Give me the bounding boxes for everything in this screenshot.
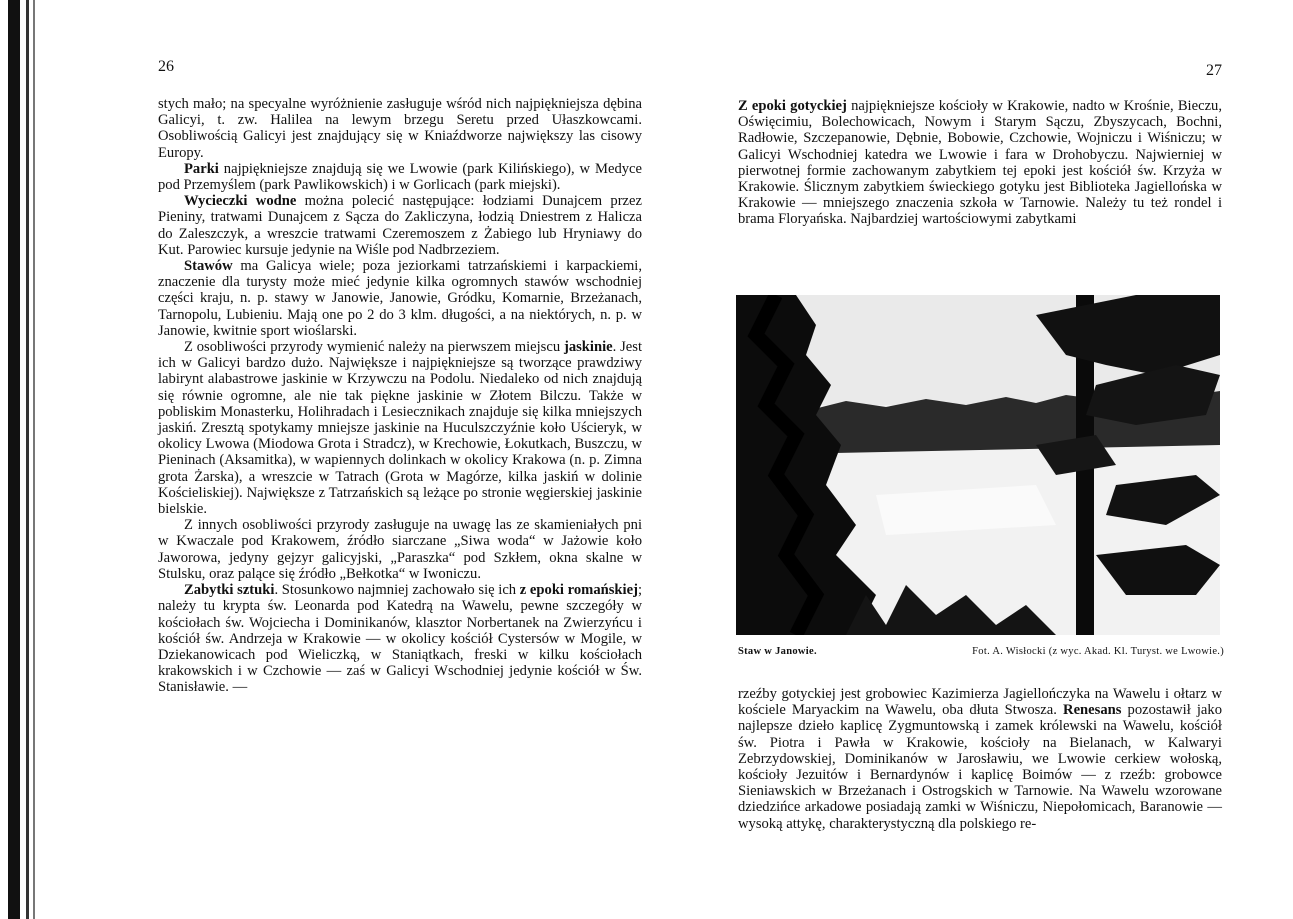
lake-photo-image — [736, 295, 1220, 635]
paragraph: rzeźby gotyckiej jest grobowiec Kazimierza Jagiellończyka na Wawelu i ołtarz w kościele Maryackim na Wawelu, oba dłuta Stwosza. Renesans pozostawił jako najlepsze dzieło kaplicę Zygmuntowską i zamek królewski na Wawelu, kościół św. Piotra i Pawła w Krakowie, kościoły na Bielanach, w Kalwaryi Zebrzydowskiej, Dominikanów w Jarosławiu, we Lwowie cerkiew wołoską, kościoły Jezuitów i Bernardynów i kaplicę Boimów — z rzeźb: grobowce Sieniawskich w Brzeżanach i Ostrogskich w Tarnowie. Na Wawelu wzorowane dziedzińce arkadowe posiadają zamki w Wiśniczu, Niepołomicach, Baranowie — wysoką attykę, charakterystyczną dla polskiego re- — [738, 686, 1222, 832]
spine-line — [26, 0, 29, 919]
bold-term: Z epoki gotyckiej — [738, 98, 847, 114]
paragraph: stych mało; na specyalne wyróżnienie zasługuje wśród nich najpiękniejsza dębina Galicyi, t. zw. Halilea na lewym brzegu Seretu przed Ułaszkowcami. Osobliwością Galicyi jest znajdujący się w Kniaźdworze największy las cisowy Europy. — [158, 96, 642, 161]
spine-edge — [33, 0, 35, 919]
book-spine — [0, 0, 40, 919]
lake-photograph — [736, 295, 1220, 635]
right-page-text-bottom — [738, 686, 1222, 832]
bold-term: Parki — [184, 160, 219, 177]
bold-term: jaskinie — [563, 339, 613, 356]
paragraph: Stawów ma Galicya wiele; poza jeziorkami tatrzańskiemi i karpackiemi, znaczenie dla turysty może mieć jedynie kilka ogromnych stawów wschodniej części kraju, n. p. stawy w Janowie, Janowie, Gródku, Komarnie, Brzeżanach, Tarnopolu, Lubieniu. Mają one po 2 do 3 klm. długości, a na niektórych, n. p. w Janowie, kwitnie sport wioślarski. — [158, 258, 642, 339]
spine-shadow — [8, 0, 20, 919]
paragraph: Zabytki sztuki. Stosunkowo najmniej zachowało się ich z epoki romańskiej; należy tu krypta św. Leonarda pod Katedrą na Wawelu, pewne szczegóły w kościołach św. Wojciecha i Dominikanów, klasztor Norbertanek na Zwierzyńcu i kościół św. Andrzeja w Krakowie — w okolicy kościół Cystersów w Mogile, w Dziekanowicach pod Wieliczką, w Staniątkach, freski w kilku kościołach krakowskich i w Czchowie — zaś w Galicyi Wschodniej jedynie kościół w Św. Stanisławie. — — [158, 582, 642, 696]
bold-term: Stawów — [184, 258, 233, 275]
bold-term: Renesans — [1063, 702, 1122, 719]
page-number-left: 26 — [158, 58, 174, 75]
paragraph: Z osobliwości przyrody wymienić należy na pierwszem miejscu jaskinie. Jest ich w Galicyi bardzo dużo. Największe i najpiękniejsze są tworzące prawdziwy labirynt alabastrowe jaskinie w Krzywczu na Podolu. Niedaleko od nich znajdują się równie ogromne, ale nie tak piękne jaskinie w Złotem Bilczu. Także w pobliskim Monasterku, Holihradach i Lesiecznikach znajduje się kilka mniejszych jaskiń. Zresztą spotykamy mniejsze jaskinie na Huculszczyźnie koło Uścieryk, w okolicy Lwowa (Miodowa Grota i Stradcz), w Krechowie, Łokutkach, Buszczu, w Pieninach (Aksamitka), w wapiennych dolinkach w okolicy Krakowa (n. p. Zimna grota Żarska), a wreszcie w Tatrach (Grota w Magórze, kilka jaskiń w dolinie Kościeliskiej). Największe z Tatrzańskich są leżące po stronie węgierskiej jaskinie bielskie. — [158, 339, 642, 518]
bold-term: Zabytki sztuki — [184, 582, 275, 599]
right-page-text-top — [738, 98, 1222, 228]
paragraph: Wycieczki wodne można polecić następujące: łodziami Dunajcem przez Pieniny, tratwami Dunajcem z Sącza do Zakliczyna, łodzią Dniestrem z Halicza do Zaleszczyk, a wreszcie tratwami Czeremoszem z Żabiego lub Hryniawy do Kut. Parowiec kursuje jedynie na Wiśle pod Nadbrzeziem. — [158, 193, 642, 258]
photo-caption-title: Staw w Janowie. — [738, 646, 817, 657]
bold-term: z epoki romańskiej — [519, 582, 638, 599]
photo-caption-credit: Fot. A. Wisłocki (z wyc. Akad. Kl. Turyst. we Lwowie.) — [972, 646, 1224, 657]
paragraph: Parki najpiękniejsze znajdują się we Lwowie (park Kilińskiego), w Medyce pod Przemyślem (park Pawlikowskich) i w Gorlicach (park miejski). — [158, 160, 642, 194]
left-page-text — [158, 96, 642, 696]
paragraph: Z epoki gotyckiej najpiękniejsze kościoły w Krakowie, nadto w Krośnie, Bieczu, Oświęcimiu, Bolechowicach, Nowym i Starym Sączu, Zbyszycach, Bochni, Radłowie, Szczepanowie, Dębnie, Bobowie, Czchowie, Wojniczu i Wiśniczu; w Galicyi Wschodniej katedra we Lwowie i fara w Drohobyczu. Najwierniej w pierwotnej formie zachowanym zabytkiem tej epoki jest kościół św. Krzyża w Krakowie. Ślicznym zabytkiem świeckiego gotyku jest Biblioteka Jagiellońska w Krakowie — mniejszego znaczenia szkoła w Tarnowie. Należy tu też rondel i brama Floryańska. Najbardziej wartościowymi zabytkami — [738, 98, 1222, 228]
paragraph: Z innych osobliwości przyrody zasługuje na uwagę las ze skamieniałych pni w Kwaczale pod Krakowem, źródło siarczane „Siwa woda“ w Jażowie koło Jaworowa, jedyny gejzyr galicyjski, „Paraszka“ pod Szkłem, okna skalne w Stulsku, oraz palące się źródło „Bełkotka“ w Iwoniczu. — [158, 517, 642, 582]
bold-term: Wycieczki wodne — [184, 193, 297, 210]
left-page — [150, 0, 650, 919]
page-number-right: 27 — [1206, 62, 1222, 79]
